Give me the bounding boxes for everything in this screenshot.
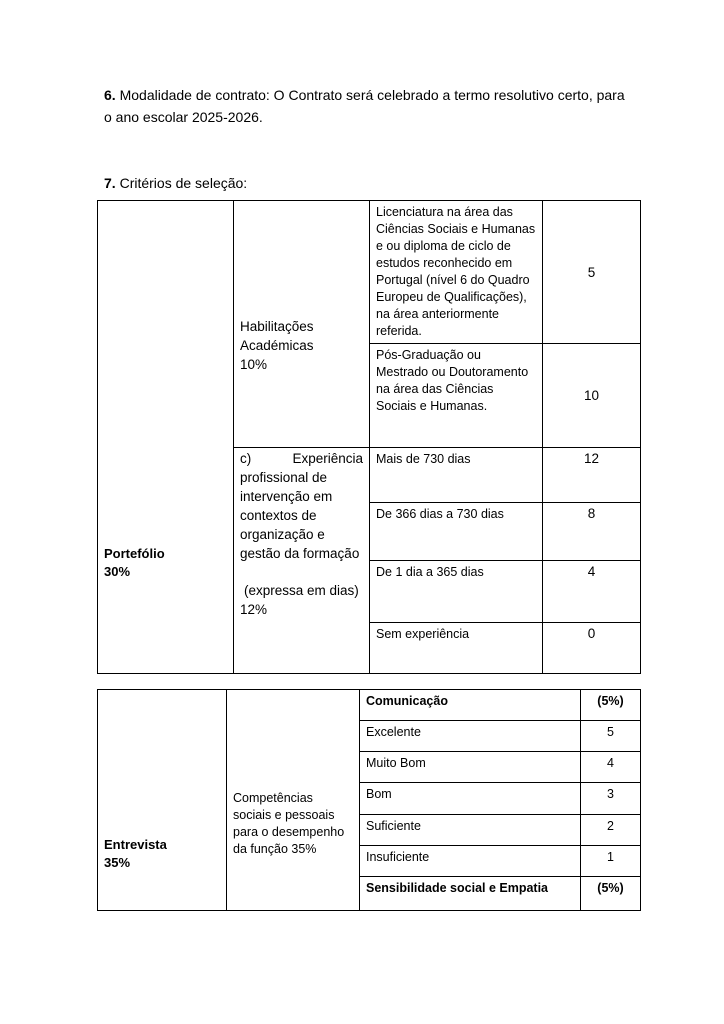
habilitacoes-row-2-desc: Pós-Graduação ou Mestrado ou Doutoramento na área das Ciências Sociais e Humanas. xyxy=(370,344,543,448)
section-7-number: 7. xyxy=(104,175,116,191)
entrevista-table xyxy=(97,689,641,911)
entrevista-row-7-score: (5%) xyxy=(581,877,641,911)
experiencia-prefix: c) xyxy=(240,451,252,466)
entrevista-row-4-score: 3 xyxy=(581,783,641,815)
entrevista-label-cell xyxy=(98,690,227,911)
habilitacoes-row-1-desc: Licenciatura na área das Ciências Sociais e Humanas e ou diploma de ciclo de estudos reconhecido em Portugal (nível 6 do Quadro Europeu de Qualificações), na área anteriormente referida. xyxy=(370,201,543,344)
habilitacoes-label-line1: Habilitações xyxy=(240,319,314,334)
section-7-heading xyxy=(104,172,634,194)
habilitacoes-row-1-score: 5 xyxy=(543,201,641,344)
entrevista-row-3-score: 4 xyxy=(581,752,641,783)
habilitacoes-label-line2: Académicas xyxy=(240,338,314,353)
entrevista-row-5-desc: Suficiente xyxy=(360,815,581,846)
experiencia-row-1-score: 12 xyxy=(543,448,641,503)
experiencia-word: Experiência xyxy=(292,451,363,466)
portfolio-label-cell xyxy=(98,201,234,674)
entrevista-row-6-desc: Insuficiente xyxy=(360,846,581,877)
experiencia-row-4-desc: Sem experiência xyxy=(370,623,543,674)
habilitacoes-row-2-score: 10 xyxy=(543,344,641,448)
entrevista-row-2-score: 5 xyxy=(581,721,641,752)
experiencia-row-3-desc: De 1 dia a 365 dias xyxy=(370,561,543,623)
entrevista-row-1-score: (5%) xyxy=(581,690,641,721)
experiencia-row-3-score: 4 xyxy=(543,561,641,623)
portfolio-table xyxy=(97,200,641,674)
entrevista-label: Entrevista xyxy=(104,837,167,852)
entrevista-row-6-score: 1 xyxy=(581,846,641,877)
section-7-text: Critérios de seleção: xyxy=(119,175,248,191)
section-6-text: Modalidade de contrato: O Contrato será celebrado a termo resolutivo certo, para o ano escolar 2025-2026. xyxy=(104,87,625,125)
competencias-cell xyxy=(227,690,360,911)
experiencia-unit: (expressa em dias) xyxy=(244,583,359,598)
entrevista-row-5-score: 2 xyxy=(581,815,641,846)
entrevista-row-3-desc: Muito Bom xyxy=(360,752,581,783)
experiencia-row-1-desc: Mais de 730 dias xyxy=(370,448,543,503)
experiencia-row-4-score: 0 xyxy=(543,623,641,674)
portfolio-weight: 30% xyxy=(104,564,131,579)
habilitacoes-cell xyxy=(234,201,370,448)
habilitacoes-weight: 10% xyxy=(240,357,268,372)
entrevista-row-1-desc: Comunicação xyxy=(360,690,581,721)
competencias-label: Competências sociais e pessoais para o desempenho da função 35% xyxy=(233,791,345,856)
experiencia-row-2-desc: De 366 dias a 730 dias xyxy=(370,503,543,561)
experiencia-weight: 12% xyxy=(240,602,268,617)
experiencia-cell xyxy=(234,448,370,674)
experiencia-row-2-score: 8 xyxy=(543,503,641,561)
entrevista-row-4-desc: Bom xyxy=(360,783,581,815)
section-6-paragraph xyxy=(104,84,634,128)
entrevista-row-2-desc: Excelente xyxy=(360,721,581,752)
entrevista-weight: 35% xyxy=(104,855,131,870)
section-6-number: 6. xyxy=(104,87,116,103)
entrevista-row-7-desc: Sensibilidade social e Empatia xyxy=(360,877,581,911)
experiencia-label: profissional de intervenção em contextos de organização e gestão da formação xyxy=(240,470,360,561)
portfolio-label: Portefólio xyxy=(104,546,165,561)
